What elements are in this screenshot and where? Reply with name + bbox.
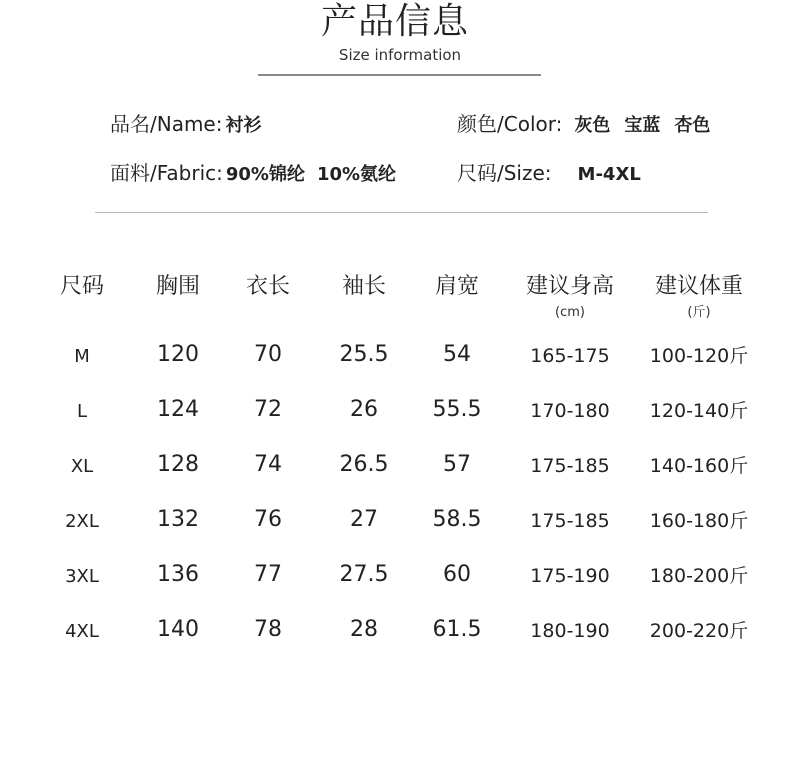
table-cell-size: 4XL (65, 621, 99, 642)
table-cell-chest: 128 (157, 452, 199, 477)
color-value-royal-blue: 宝蓝 (624, 115, 661, 136)
info-fabric (110, 160, 396, 188)
table-cell-size: L (76, 401, 88, 422)
color-value-apricot: 杏色 (674, 115, 711, 136)
table-cell-height: 175-190 (530, 565, 610, 587)
size-value: M-4XL (577, 164, 641, 185)
table-cell-size: 2XL (65, 511, 99, 532)
size-label: 尺码/Size: (457, 161, 552, 185)
table-cell-size: 3XL (65, 566, 99, 587)
table-cell-sleeve: 25.5 (339, 342, 389, 367)
table-cell-chest: 124 (157, 397, 199, 422)
page-title: 产品信息 (320, 1, 469, 42)
table-header: 建议身高 (525, 274, 615, 299)
fabric-value-nylon: 90%锦纶 (225, 164, 305, 185)
table-cell-length: 78 (254, 617, 282, 642)
table-cell-length: 72 (254, 397, 282, 422)
height-unit: (cm) (555, 305, 585, 320)
table-cell-sleeve: 26.5 (339, 452, 389, 477)
table-cell-weight: 180-200斤 (649, 565, 749, 587)
color-value-gray: 灰色 (574, 115, 611, 136)
table-cell-chest: 136 (157, 562, 199, 587)
info-color (457, 111, 710, 139)
table-header: 肩宽 (434, 274, 480, 299)
table-cell-height: 175-185 (530, 455, 610, 477)
table-cell-chest: 140 (157, 617, 199, 642)
title-divider (258, 74, 541, 76)
info-name (110, 111, 261, 139)
page-subtitle: Size information (338, 46, 462, 64)
table-cell-size: M (74, 346, 90, 367)
weight-unit: (斤) (687, 305, 711, 320)
name-value: 衬衫 (225, 115, 262, 136)
table-cell-weight: 140-160斤 (649, 455, 749, 477)
table-cell-length: 70 (254, 342, 282, 367)
table-header: 衣长 (245, 274, 291, 299)
table-cell-chest: 132 (157, 507, 199, 532)
table-cell-length: 77 (254, 562, 282, 587)
table-cell-height: 175-185 (530, 510, 610, 532)
color-label: 颜色/Color: (457, 112, 563, 136)
table-cell-size: XL (70, 456, 94, 477)
table-cell-shoulder: 55.5 (432, 397, 482, 422)
table-cell-weight: 200-220斤 (649, 620, 749, 642)
table-header: 胸围 (155, 274, 201, 299)
table-cell-shoulder: 58.5 (432, 507, 482, 532)
table-cell-shoulder: 61.5 (432, 617, 482, 642)
table-cell-height: 165-175 (530, 345, 610, 367)
fabric-label: 面料/Fabric: (110, 161, 223, 185)
table-header: 建议体重 (654, 274, 744, 299)
table-cell-length: 74 (254, 452, 282, 477)
table-header: 袖长 (341, 274, 387, 299)
table-cell-shoulder: 60 (443, 562, 471, 587)
table-cell-sleeve: 26 (350, 397, 378, 422)
table-cell-sleeve: 27.5 (339, 562, 389, 587)
info-size (457, 160, 641, 188)
name-label: 品名/Name: (110, 112, 223, 136)
table-cell-shoulder: 57 (443, 452, 471, 477)
table-cell-shoulder: 54 (443, 342, 471, 367)
table-cell-height: 180-190 (530, 620, 610, 642)
section-divider (95, 212, 708, 213)
table-cell-weight: 100-120斤 (649, 345, 749, 367)
table-cell-weight: 120-140斤 (649, 400, 749, 422)
table-cell-sleeve: 28 (350, 617, 378, 642)
table-header: 尺码 (59, 274, 105, 299)
table-cell-sleeve: 27 (350, 507, 378, 532)
table-cell-height: 170-180 (530, 400, 610, 422)
table-cell-weight: 160-180斤 (649, 510, 749, 532)
fabric-value-spandex: 10%氨纶 (316, 164, 397, 185)
table-cell-length: 76 (254, 507, 282, 532)
table-cell-chest: 120 (157, 342, 199, 367)
